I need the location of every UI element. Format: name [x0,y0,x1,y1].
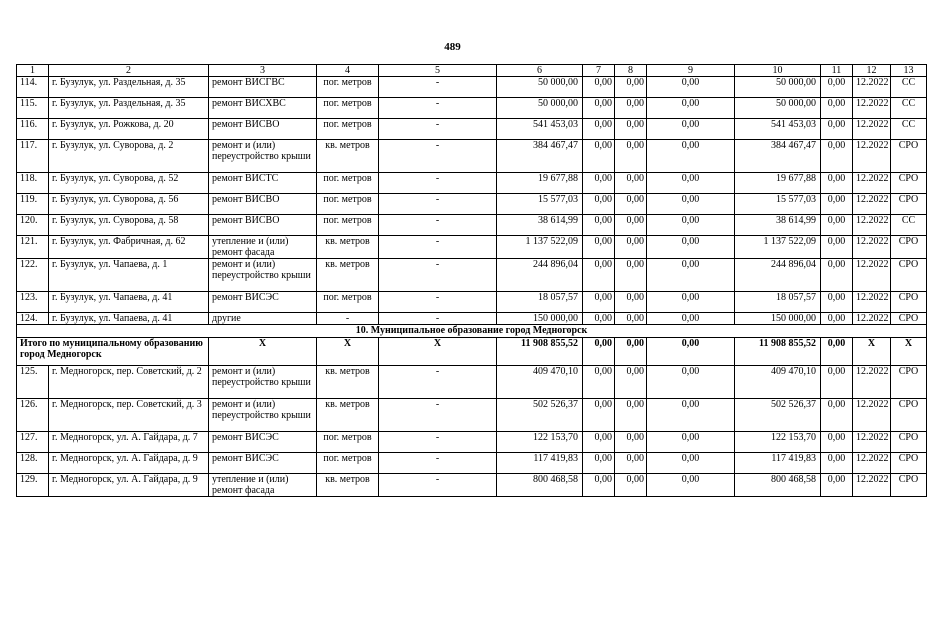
row-number: 119. [17,194,49,215]
deadline-cell: 12.2022 [853,313,891,325]
address-cell: г. Медногорск, ул. А. Гайдара, д. 7 [49,432,209,453]
column-number: 11 [821,65,853,77]
row-number: 122. [17,259,49,292]
unit-cell: пог. метров [317,453,379,474]
row-number: 120. [17,215,49,236]
table-row [17,173,927,194]
total-cost-cell: 541 453,03 [497,119,583,140]
deadline-cell: 12.2022 [853,366,891,399]
total-cost-cell: 117 419,83 [497,453,583,474]
method-cell: СРО [891,399,927,432]
unit-cell: пог. метров [317,432,379,453]
unit-cell: кв. метров [317,236,379,259]
unit-cell: кв. метров [317,474,379,497]
work-type-cell: ремонт и (или) переустройство крыши [209,259,317,292]
col9-cell: 0,00 [647,259,735,292]
col7-cell: 0,00 [583,453,615,474]
total-c7-cell: 0,00 [583,338,615,366]
col8-cell: 0,00 [615,453,647,474]
table-row [17,236,927,259]
total-qty-cell: X [379,338,497,366]
address-cell: г. Медногорск, ул. А. Гайдара, д. 9 [49,474,209,497]
total-c10-cell: 11 908 855,52 [735,338,821,366]
table-row [17,77,927,98]
col10-cell: 50 000,00 [735,98,821,119]
quantity-cell: - [379,453,497,474]
quantity-cell: - [379,259,497,292]
work-type-cell: ремонт ВИСВО [209,119,317,140]
deadline-cell: 12.2022 [853,194,891,215]
col7-cell: 0,00 [583,474,615,497]
col10-cell: 384 467,47 [735,140,821,173]
address-cell: г. Бузулук, ул. Суворова, д. 56 [49,194,209,215]
col9-cell: 0,00 [647,119,735,140]
col11-cell: 0,00 [821,474,853,497]
deadline-cell: 12.2022 [853,119,891,140]
col9-cell: 0,00 [647,453,735,474]
total-cost-cell: 122 153,70 [497,432,583,453]
total-method-cell: X [891,338,927,366]
table-row [17,399,927,432]
column-number: 3 [209,65,317,77]
col7-cell: 0,00 [583,432,615,453]
address-cell: г. Бузулук, ул. Фабричная, д. 62 [49,236,209,259]
table-row [17,366,927,399]
row-number: 118. [17,173,49,194]
work-type-cell: ремонт ВИСВО [209,215,317,236]
col11-cell: 0,00 [821,140,853,173]
col8-cell: 0,00 [615,313,647,325]
work-type-cell: ремонт ВИСЭС [209,432,317,453]
work-type-cell: ремонт ВИСТС [209,173,317,194]
col11-cell: 0,00 [821,259,853,292]
col9-cell: 0,00 [647,432,735,453]
work-type-cell: ремонт и (или) переустройство крыши [209,366,317,399]
column-number: 4 [317,65,379,77]
column-number: 2 [49,65,209,77]
deadline-cell: 12.2022 [853,292,891,313]
table-row [17,194,927,215]
row-number: 126. [17,399,49,432]
col8-cell: 0,00 [615,194,647,215]
unit-cell: пог. метров [317,173,379,194]
col8-cell: 0,00 [615,236,647,259]
deadline-cell: 12.2022 [853,453,891,474]
total-cost-cell: 50 000,00 [497,98,583,119]
col8-cell: 0,00 [615,119,647,140]
row-number: 127. [17,432,49,453]
unit-cell: кв. метров [317,366,379,399]
method-cell: СС [891,119,927,140]
row-number: 116. [17,119,49,140]
col10-cell: 50 000,00 [735,77,821,98]
quantity-cell: - [379,432,497,453]
quantity-cell: - [379,194,497,215]
col7-cell: 0,00 [583,173,615,194]
col10-cell: 122 153,70 [735,432,821,453]
col7-cell: 0,00 [583,140,615,173]
unit-cell: кв. метров [317,399,379,432]
deadline-cell: 12.2022 [853,399,891,432]
col9-cell: 0,00 [647,173,735,194]
unit-cell: пог. метров [317,98,379,119]
col9-cell: 0,00 [647,194,735,215]
total-cost-cell: 19 677,88 [497,173,583,194]
col9-cell: 0,00 [647,313,735,325]
work-type-cell: ремонт ВИСВО [209,194,317,215]
deadline-cell: 12.2022 [853,98,891,119]
table-row [17,432,927,453]
quantity-cell: - [379,140,497,173]
col11-cell: 0,00 [821,119,853,140]
unit-cell: кв. метров [317,140,379,173]
table-row [17,98,927,119]
address-cell: г. Бузулук, ул. Чапаева, д. 41 [49,313,209,325]
col7-cell: 0,00 [583,215,615,236]
total-label: Итого по муниципальному образованию город Медногорск [17,338,209,366]
address-cell: г. Бузулук, ул. Рожкова, д. 20 [49,119,209,140]
unit-cell: пог. метров [317,194,379,215]
total-cost-cell: 150 000,00 [497,313,583,325]
repair-program-table [16,64,927,497]
work-type-cell: ремонт ВИСЭС [209,292,317,313]
section-title: 10. Муниципальное образование город Медногорск [17,325,927,338]
method-cell: СРО [891,313,927,325]
row-number: 129. [17,474,49,497]
total-cost-cell: 50 000,00 [497,77,583,98]
total-cost-cell: 15 577,03 [497,194,583,215]
col11-cell: 0,00 [821,292,853,313]
method-cell: СРО [891,259,927,292]
col11-cell: 0,00 [821,366,853,399]
work-type-cell: ремонт ВИСГВС [209,77,317,98]
address-cell: г. Бузулук, ул. Суворова, д. 2 [49,140,209,173]
total-cost-cell: 409 470,10 [497,366,583,399]
total-work-cell: X [209,338,317,366]
column-number: 13 [891,65,927,77]
col10-cell: 150 000,00 [735,313,821,325]
total-c11-cell: 0,00 [821,338,853,366]
deadline-cell: 12.2022 [853,474,891,497]
quantity-cell: - [379,292,497,313]
work-type-cell: ремонт и (или) переустройство крыши [209,140,317,173]
address-cell: г. Медногорск, пер. Советский, д. 3 [49,399,209,432]
column-number: 10 [735,65,821,77]
col10-cell: 409 470,10 [735,366,821,399]
method-cell: СС [891,77,927,98]
col11-cell: 0,00 [821,399,853,432]
col9-cell: 0,00 [647,215,735,236]
col8-cell: 0,00 [615,366,647,399]
work-type-cell: ремонт ВИСЭС [209,453,317,474]
col8-cell: 0,00 [615,98,647,119]
unit-cell: пог. метров [317,292,379,313]
quantity-cell: - [379,366,497,399]
unit-cell: пог. метров [317,119,379,140]
col10-cell: 38 614,99 [735,215,821,236]
method-cell: СРО [891,140,927,173]
column-number: 5 [379,65,497,77]
col7-cell: 0,00 [583,313,615,325]
method-cell: СРО [891,173,927,194]
col11-cell: 0,00 [821,236,853,259]
unit-cell: пог. метров [317,77,379,98]
work-type-cell: другие [209,313,317,325]
quantity-cell: - [379,98,497,119]
col8-cell: 0,00 [615,292,647,313]
table-row [17,119,927,140]
method-cell: СС [891,215,927,236]
col7-cell: 0,00 [583,259,615,292]
column-number: 6 [497,65,583,77]
work-type-cell: ремонт ВИСХВС [209,98,317,119]
method-cell: СРО [891,194,927,215]
method-cell: СС [891,98,927,119]
col9-cell: 0,00 [647,366,735,399]
unit-cell: кв. метров [317,259,379,292]
col9-cell: 0,00 [647,292,735,313]
column-number: 7 [583,65,615,77]
work-type-cell: утепление и (или) ремонт фасада [209,474,317,497]
total-cost-cell: 18 057,57 [497,292,583,313]
quantity-cell: - [379,173,497,194]
address-cell: г. Медногорск, ул. А. Гайдара, д. 9 [49,453,209,474]
address-cell: г. Бузулук, ул. Чапаева, д. 1 [49,259,209,292]
unit-cell: - [317,313,379,325]
quantity-cell: - [379,77,497,98]
col11-cell: 0,00 [821,194,853,215]
deadline-cell: 12.2022 [853,77,891,98]
col8-cell: 0,00 [615,474,647,497]
col11-cell: 0,00 [821,432,853,453]
col7-cell: 0,00 [583,399,615,432]
address-cell: г. Бузулук, ул. Суворова, д. 52 [49,173,209,194]
column-number: 8 [615,65,647,77]
col11-cell: 0,00 [821,173,853,194]
work-type-cell: ремонт и (или) переустройство крыши [209,399,317,432]
deadline-cell: 12.2022 [853,432,891,453]
col8-cell: 0,00 [615,215,647,236]
col9-cell: 0,00 [647,236,735,259]
quantity-cell: - [379,399,497,432]
column-number: 12 [853,65,891,77]
col7-cell: 0,00 [583,98,615,119]
col10-cell: 541 453,03 [735,119,821,140]
total-total-cell: 11 908 855,52 [497,338,583,366]
deadline-cell: 12.2022 [853,215,891,236]
col11-cell: 0,00 [821,313,853,325]
col11-cell: 0,00 [821,453,853,474]
total-cost-cell: 1 137 522,09 [497,236,583,259]
col8-cell: 0,00 [615,259,647,292]
address-cell: г. Бузулук, ул. Раздельная, д. 35 [49,98,209,119]
method-cell: СРО [891,474,927,497]
col9-cell: 0,00 [647,77,735,98]
deadline-cell: 12.2022 [853,140,891,173]
col7-cell: 0,00 [583,236,615,259]
col10-cell: 244 896,04 [735,259,821,292]
col10-cell: 800 468,58 [735,474,821,497]
quantity-cell: - [379,313,497,325]
col8-cell: 0,00 [615,173,647,194]
col11-cell: 0,00 [821,215,853,236]
method-cell: СРО [891,292,927,313]
address-cell: г. Бузулук, ул. Раздельная, д. 35 [49,77,209,98]
method-cell: СРО [891,432,927,453]
col11-cell: 0,00 [821,98,853,119]
deadline-cell: 12.2022 [853,259,891,292]
row-number: 125. [17,366,49,399]
table-row [17,292,927,313]
page-number: 489 [444,41,461,53]
col8-cell: 0,00 [615,399,647,432]
col9-cell: 0,00 [647,98,735,119]
table-row [17,313,927,325]
col8-cell: 0,00 [615,140,647,173]
col10-cell: 502 526,37 [735,399,821,432]
col11-cell: 0,00 [821,77,853,98]
col7-cell: 0,00 [583,292,615,313]
total-cost-cell: 800 468,58 [497,474,583,497]
column-number: 1 [17,65,49,77]
total-c9-cell: 0,00 [647,338,735,366]
column-number: 9 [647,65,735,77]
total-cost-cell: 384 467,47 [497,140,583,173]
row-number: 121. [17,236,49,259]
quantity-cell: - [379,119,497,140]
col8-cell: 0,00 [615,432,647,453]
table-row [17,215,927,236]
deadline-cell: 12.2022 [853,173,891,194]
quantity-cell: - [379,474,497,497]
row-number: 117. [17,140,49,173]
col9-cell: 0,00 [647,140,735,173]
row-number: 114. [17,77,49,98]
quantity-cell: - [379,215,497,236]
row-number: 128. [17,453,49,474]
address-cell: г. Бузулук, ул. Чапаева, д. 41 [49,292,209,313]
table-row [17,259,927,292]
total-date-cell: X [853,338,891,366]
table-row [17,140,927,173]
method-cell: СРО [891,366,927,399]
col10-cell: 1 137 522,09 [735,236,821,259]
row-number: 123. [17,292,49,313]
col9-cell: 0,00 [647,399,735,432]
quantity-cell: - [379,236,497,259]
total-cost-cell: 502 526,37 [497,399,583,432]
col9-cell: 0,00 [647,474,735,497]
method-cell: СРО [891,236,927,259]
col10-cell: 18 057,57 [735,292,821,313]
table-row [17,474,927,497]
total-row [17,338,927,366]
total-cost-cell: 244 896,04 [497,259,583,292]
col10-cell: 15 577,03 [735,194,821,215]
section-row [17,325,927,338]
col10-cell: 19 677,88 [735,173,821,194]
total-cost-cell: 38 614,99 [497,215,583,236]
col8-cell: 0,00 [615,77,647,98]
row-number: 124. [17,313,49,325]
col7-cell: 0,00 [583,366,615,399]
column-number-row [17,65,927,77]
address-cell: г. Медногорск, пер. Советский, д. 2 [49,366,209,399]
deadline-cell: 12.2022 [853,236,891,259]
col7-cell: 0,00 [583,77,615,98]
col10-cell: 117 419,83 [735,453,821,474]
table-row [17,453,927,474]
col7-cell: 0,00 [583,194,615,215]
method-cell: СРО [891,453,927,474]
work-type-cell: утепление и (или) ремонт фасада [209,236,317,259]
row-number: 115. [17,98,49,119]
total-unit-cell: X [317,338,379,366]
unit-cell: пог. метров [317,215,379,236]
col7-cell: 0,00 [583,119,615,140]
total-c8-cell: 0,00 [615,338,647,366]
address-cell: г. Бузулук, ул. Суворова, д. 58 [49,215,209,236]
